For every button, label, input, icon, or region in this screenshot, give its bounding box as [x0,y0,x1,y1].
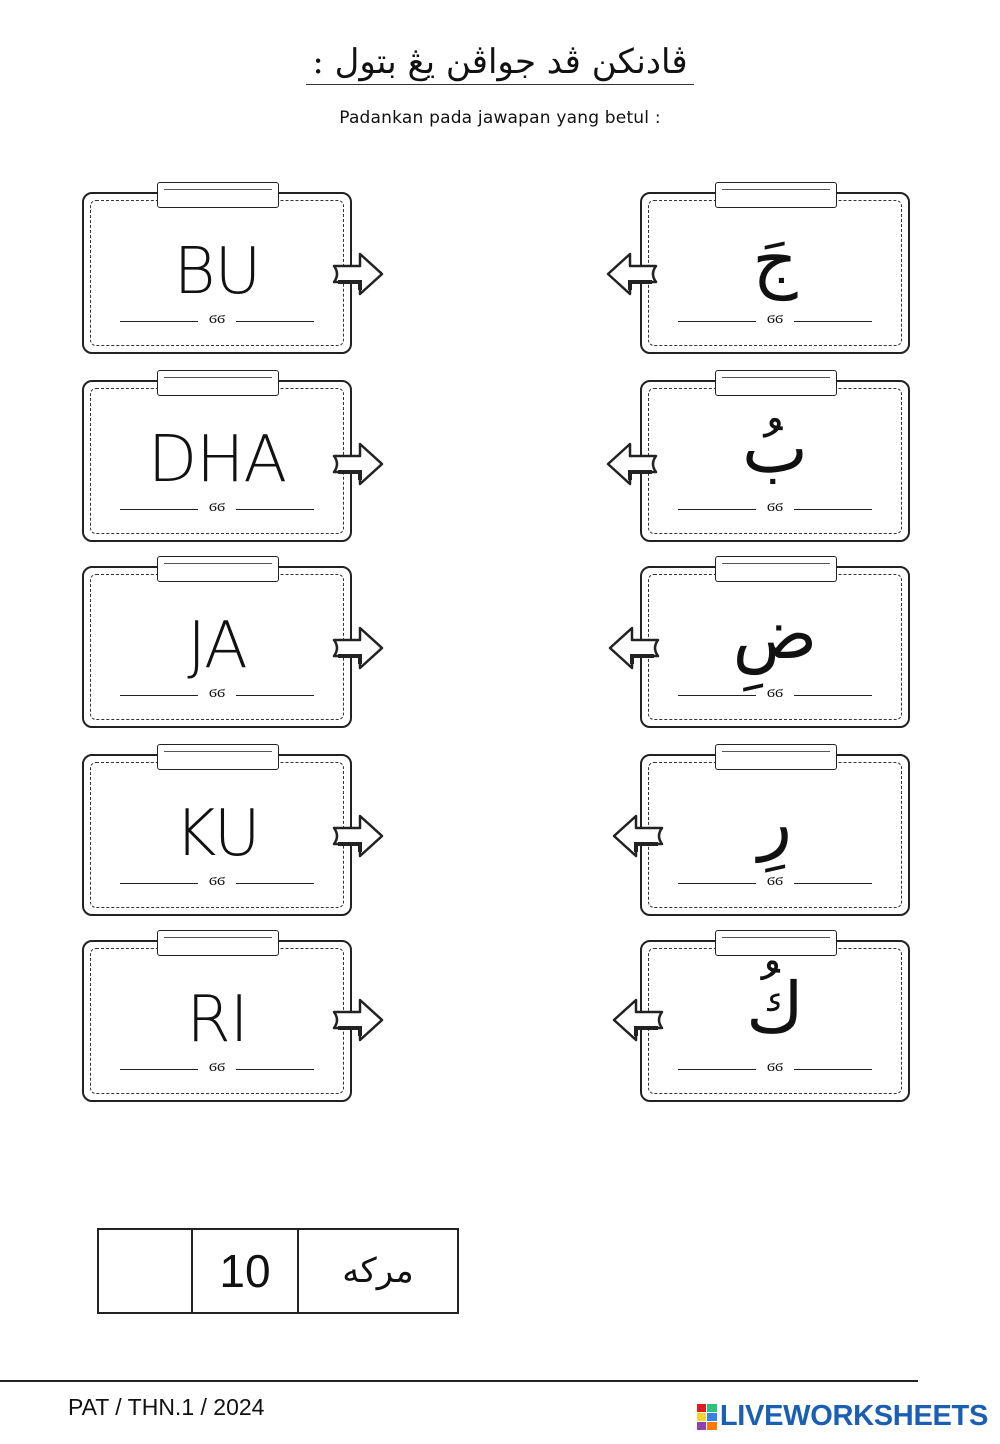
right-card-1 [640,192,910,354]
tape-decoration [157,930,279,956]
total-marks: 10 [192,1229,298,1313]
tape-decoration [157,744,279,770]
card-label: رِ [758,781,792,863]
tape-decoration [157,182,279,208]
liveworksheets-logo-icon [697,1404,717,1430]
tape-decoration [715,182,837,208]
card-label: RI [186,983,248,1057]
card-label: BU [173,235,261,309]
brand-name: LIVEWORKSHEETS [719,1400,988,1432]
left-card-4 [82,754,352,916]
match-connector-left-icon[interactable] [610,992,666,1048]
marks-table [97,1228,459,1314]
tape-decoration [715,370,837,396]
card-divider-decoration: ϭϭ [678,876,872,890]
card-label: ضِ [732,593,818,675]
card-divider-decoration: ϭϭ [678,1062,872,1076]
card-divider-decoration: ϭϭ [678,314,872,328]
exam-code: PAT / THN.1 / 2024 [68,1394,265,1420]
right-card-5 [640,940,910,1102]
card-label: JA [187,609,247,683]
match-connector-left-icon[interactable] [604,246,660,302]
card-label: كُ [746,967,804,1049]
match-connector-left-icon[interactable] [606,620,662,676]
card-divider-decoration: ϭϭ [120,876,314,890]
footer-divider [0,1380,918,1382]
worksheet-instruction: Padankan pada jawapan yang betul : [339,108,661,128]
left-card-3 [82,566,352,728]
card-label: بُ [742,407,808,489]
right-card-2 [640,380,910,542]
card-divider-decoration: ϭϭ [120,314,314,328]
worksheet-title-jawi: ڤادنكن ڤد جواڤن يڠ بتول : [0,42,1000,82]
match-connector-right-icon[interactable] [330,808,386,864]
tape-decoration [157,556,279,582]
right-card-4 [640,754,910,916]
right-card-3 [640,566,910,728]
match-connector-left-icon[interactable] [604,436,660,492]
match-connector-right-icon[interactable] [330,436,386,492]
left-card-5 [82,940,352,1102]
card-divider-decoration: ϭϭ [678,502,872,516]
card-divider-decoration: ϭϭ [678,688,872,702]
liveworksheets-logo [697,1400,988,1433]
match-connector-left-icon[interactable] [610,808,666,864]
card-divider-decoration: ϭϭ [120,688,314,702]
tape-decoration [715,744,837,770]
match-connector-right-icon[interactable] [330,246,386,302]
card-divider-decoration: ϭϭ [120,1062,314,1076]
match-connector-right-icon[interactable] [330,992,386,1048]
card-label: DHA [147,423,287,497]
tape-decoration [157,370,279,396]
marks-label: مركه [298,1229,458,1313]
left-card-1 [82,192,352,354]
card-label: KU [174,797,260,871]
match-connector-right-icon[interactable] [330,620,386,676]
card-divider-decoration: ϭϭ [120,502,314,516]
left-card-2 [82,380,352,542]
score-input-cell[interactable] [98,1229,192,1313]
card-label: جَ [752,219,798,301]
tape-decoration [715,930,837,956]
tape-decoration [715,556,837,582]
